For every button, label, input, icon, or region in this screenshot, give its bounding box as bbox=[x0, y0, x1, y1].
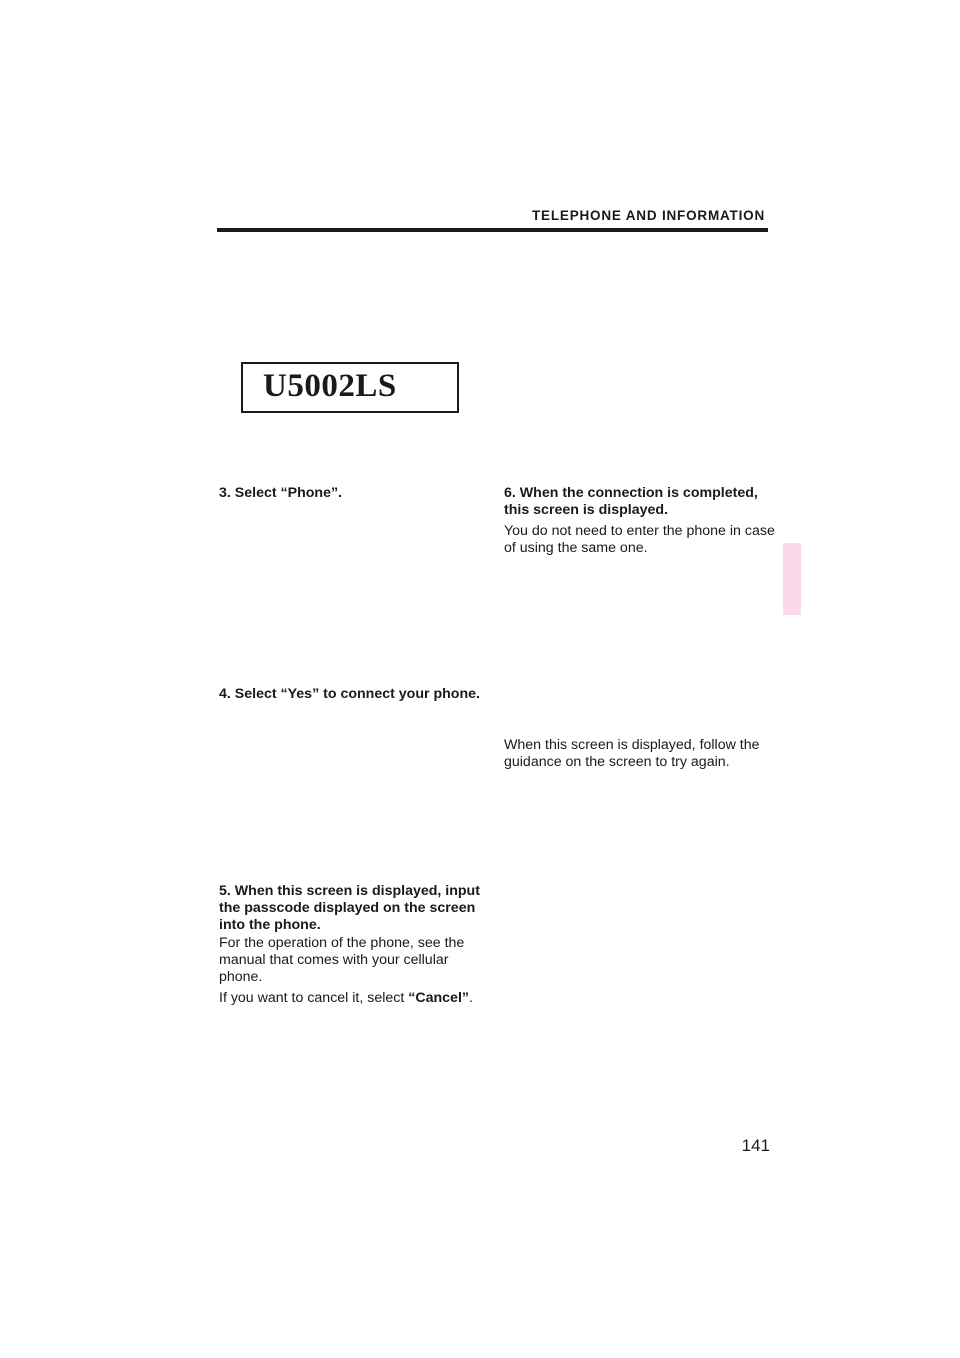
step-5-body-line-2: manual that comes with your cellular bbox=[219, 952, 449, 968]
step-6-body bbox=[504, 523, 775, 557]
chapter-thumb-tab bbox=[783, 543, 801, 615]
retry-note bbox=[504, 737, 770, 771]
step-5-line-2: the passcode displayed on the screen bbox=[219, 900, 476, 916]
step-6-body-line-1: You do not need to enter the phone in case bbox=[504, 523, 775, 539]
figure-label: U5002LS bbox=[263, 368, 397, 404]
page-number: 141 bbox=[741, 1136, 770, 1155]
step-5-cancel-note bbox=[219, 990, 491, 1007]
step-6-line-1: 6. When the connection is completed, bbox=[504, 485, 758, 501]
step-5-line-1: 5. When this screen is displayed, input bbox=[219, 883, 480, 899]
step-3-heading: 3. Select “Phone”. bbox=[219, 485, 342, 501]
figure-label-box bbox=[241, 362, 459, 413]
retry-note-line-2: guidance on the screen to try again. bbox=[504, 754, 730, 770]
step-5-heading bbox=[219, 883, 491, 934]
step-5-body-line-3: phone. bbox=[219, 969, 263, 985]
step-5-body bbox=[219, 935, 491, 986]
step-4-heading: 4. Select “Yes” to connect your phone. bbox=[219, 686, 480, 702]
cancel-note-suffix: . bbox=[468, 990, 473, 1006]
header-rule bbox=[217, 228, 768, 232]
step-5-body-line-1: For the operation of the phone, see the bbox=[219, 935, 465, 951]
step-6-heading bbox=[504, 485, 770, 519]
cancel-option-name: “Cancel” bbox=[408, 990, 469, 1006]
step-6-body-line-2: of using the same one. bbox=[504, 540, 648, 556]
cancel-note-prefix: If you want to cancel it, select bbox=[219, 990, 409, 1006]
retry-note-line-1: When this screen is displayed, follow the bbox=[504, 737, 760, 753]
step-5-line-3: into the phone. bbox=[219, 917, 321, 933]
section-title: TELEPHONE AND INFORMATION bbox=[532, 208, 765, 223]
step-6-line-2: this screen is displayed. bbox=[504, 502, 669, 518]
